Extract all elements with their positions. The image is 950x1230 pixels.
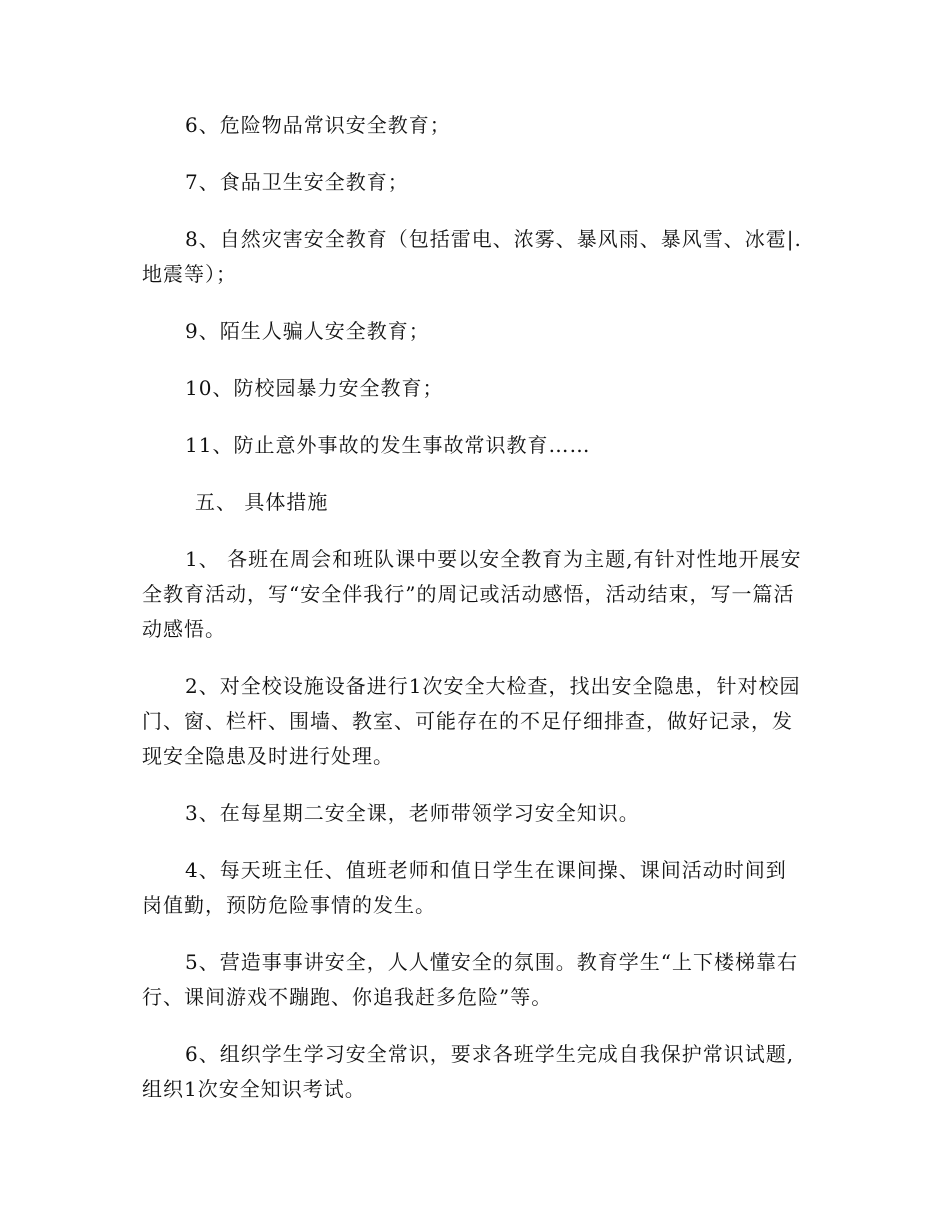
measure-3: 3、在每星期二安全课，老师带领学习安全知识。 <box>185 801 640 825</box>
measure-6: 6、组织学生学习安全常识，要求各班学生完成自我保护常识试题,组织1次安全知识考试。 <box>142 1042 795 1101</box>
section-heading: 五、 具体措施 <box>195 490 329 514</box>
document-body <box>142 108 807 1129</box>
measure-1: 1、 各班在周会和班队课中要以安全教育为主题,有针对性地开展安全教育活动，写“安全伴我行”的周记或活动感悟，活动结束，写一篇活动感悟。 <box>142 547 802 641</box>
list-item-11: 11、防止意外事故的发生事故常识教育…… <box>185 433 591 457</box>
measure-4: 4、每天班主任、值班老师和值日学生在课间操、课间活动时间到岗值勤，预防危险事情的发生。 <box>142 858 787 917</box>
list-item-8: 8、自然灾害安全教育（包括雷电、浓雾、暴风雨、暴风雪、冰雹|.地震等）； <box>142 227 802 286</box>
list-item-10: 10、防校园暴力安全教育； <box>185 376 444 400</box>
measure-2: 2、对全校设施设备进行1次安全大检查，找出安全隐患，针对校园门、窗、栏杆、围墙、教室、可能存在的不足仔细排查，做好记录，发现安全隐患及时进行处理。 <box>142 674 801 768</box>
list-item-9: 9、陌生人骗人安全教育； <box>185 319 430 343</box>
measure-5: 5、营造事事讲安全，人人懂安全的氛围。教育学生“上下楼梯靠右行、课间游戏不蹦跑、你追我赶多危险”等。 <box>142 950 798 1009</box>
list-item-7: 7、食品卫生安全教育； <box>185 170 409 194</box>
list-item-6: 6、危险物品常识安全教育； <box>185 113 451 137</box>
